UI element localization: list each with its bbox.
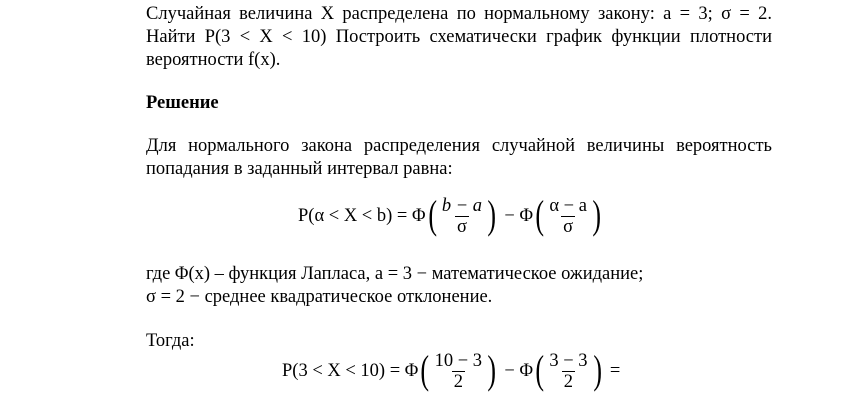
formula2-paren-open-1: ( (420, 346, 430, 392)
problem-line-2: Найти P(3 < X < 10) Построить схематически график функции плотности (146, 27, 772, 47)
formula1-lhs: P(α < X < b) = Φ (298, 206, 426, 226)
formula1-fraction-1 (440, 196, 484, 237)
then-paragraph (146, 330, 772, 353)
formula2-fraction-1 (433, 351, 484, 392)
formula1-fraction-2 (547, 196, 589, 237)
formula1-frac1-numerator: b − a (441, 196, 483, 216)
probability-computation-formula (282, 346, 621, 392)
formula2-frac1-denominator: 2 (453, 372, 463, 392)
where-line-2: σ = 2 − среднее квадратическое отклонение. (146, 287, 493, 307)
formula2-paren-open-2: ( (535, 346, 544, 392)
formula2-lhs: P(3 < X < 10) = Φ (282, 361, 419, 381)
intro-paragraph (146, 135, 772, 181)
intro-line-1: Для нормального закона распределения случайной величины вероятность (146, 136, 772, 156)
formula2-frac1-numerator: 10 − 3 (434, 351, 483, 371)
formula1-paren-open-2: ( (535, 191, 544, 237)
formula1-frac2-numerator: α − a (549, 196, 587, 216)
intro-line-2: попадания в заданный интервал равна: (146, 159, 453, 179)
formula2-paren-close-2: ) (592, 346, 602, 392)
formula1-frac2-denominator: σ (563, 217, 574, 237)
formula2-fraction-2 (547, 351, 589, 392)
problem-line-3: вероятности f(x). (146, 50, 281, 70)
solution-heading: Решение (146, 93, 219, 113)
laplace-interval-formula (298, 191, 603, 237)
formula1-paren-close-1: ) (487, 191, 497, 237)
definitions-paragraph (146, 263, 772, 309)
formula1-frac1-denominator: σ (456, 217, 467, 237)
formula2-paren-close-1: ) (487, 346, 497, 392)
then-label: Тогда: (146, 331, 195, 351)
formula2-equals: = (609, 361, 621, 381)
formula1-minus: − Φ (504, 206, 533, 226)
where-line-1: где Φ(x) – функция Лапласа, a = 3 − математическое ожидание; (146, 264, 644, 284)
formula1-paren-close-2: ) (592, 191, 601, 237)
formula2-frac2-numerator: 3 − 3 (549, 351, 588, 371)
formula2-minus: − Φ (504, 361, 533, 381)
formula1-paren-open-1: ( (427, 191, 437, 237)
formula2-frac2-denominator: 2 (563, 372, 574, 392)
problem-line-1: Случайная величина X распределена по нормальному закону: a = 3; σ = 2. (146, 4, 772, 24)
problem-statement (146, 3, 772, 72)
